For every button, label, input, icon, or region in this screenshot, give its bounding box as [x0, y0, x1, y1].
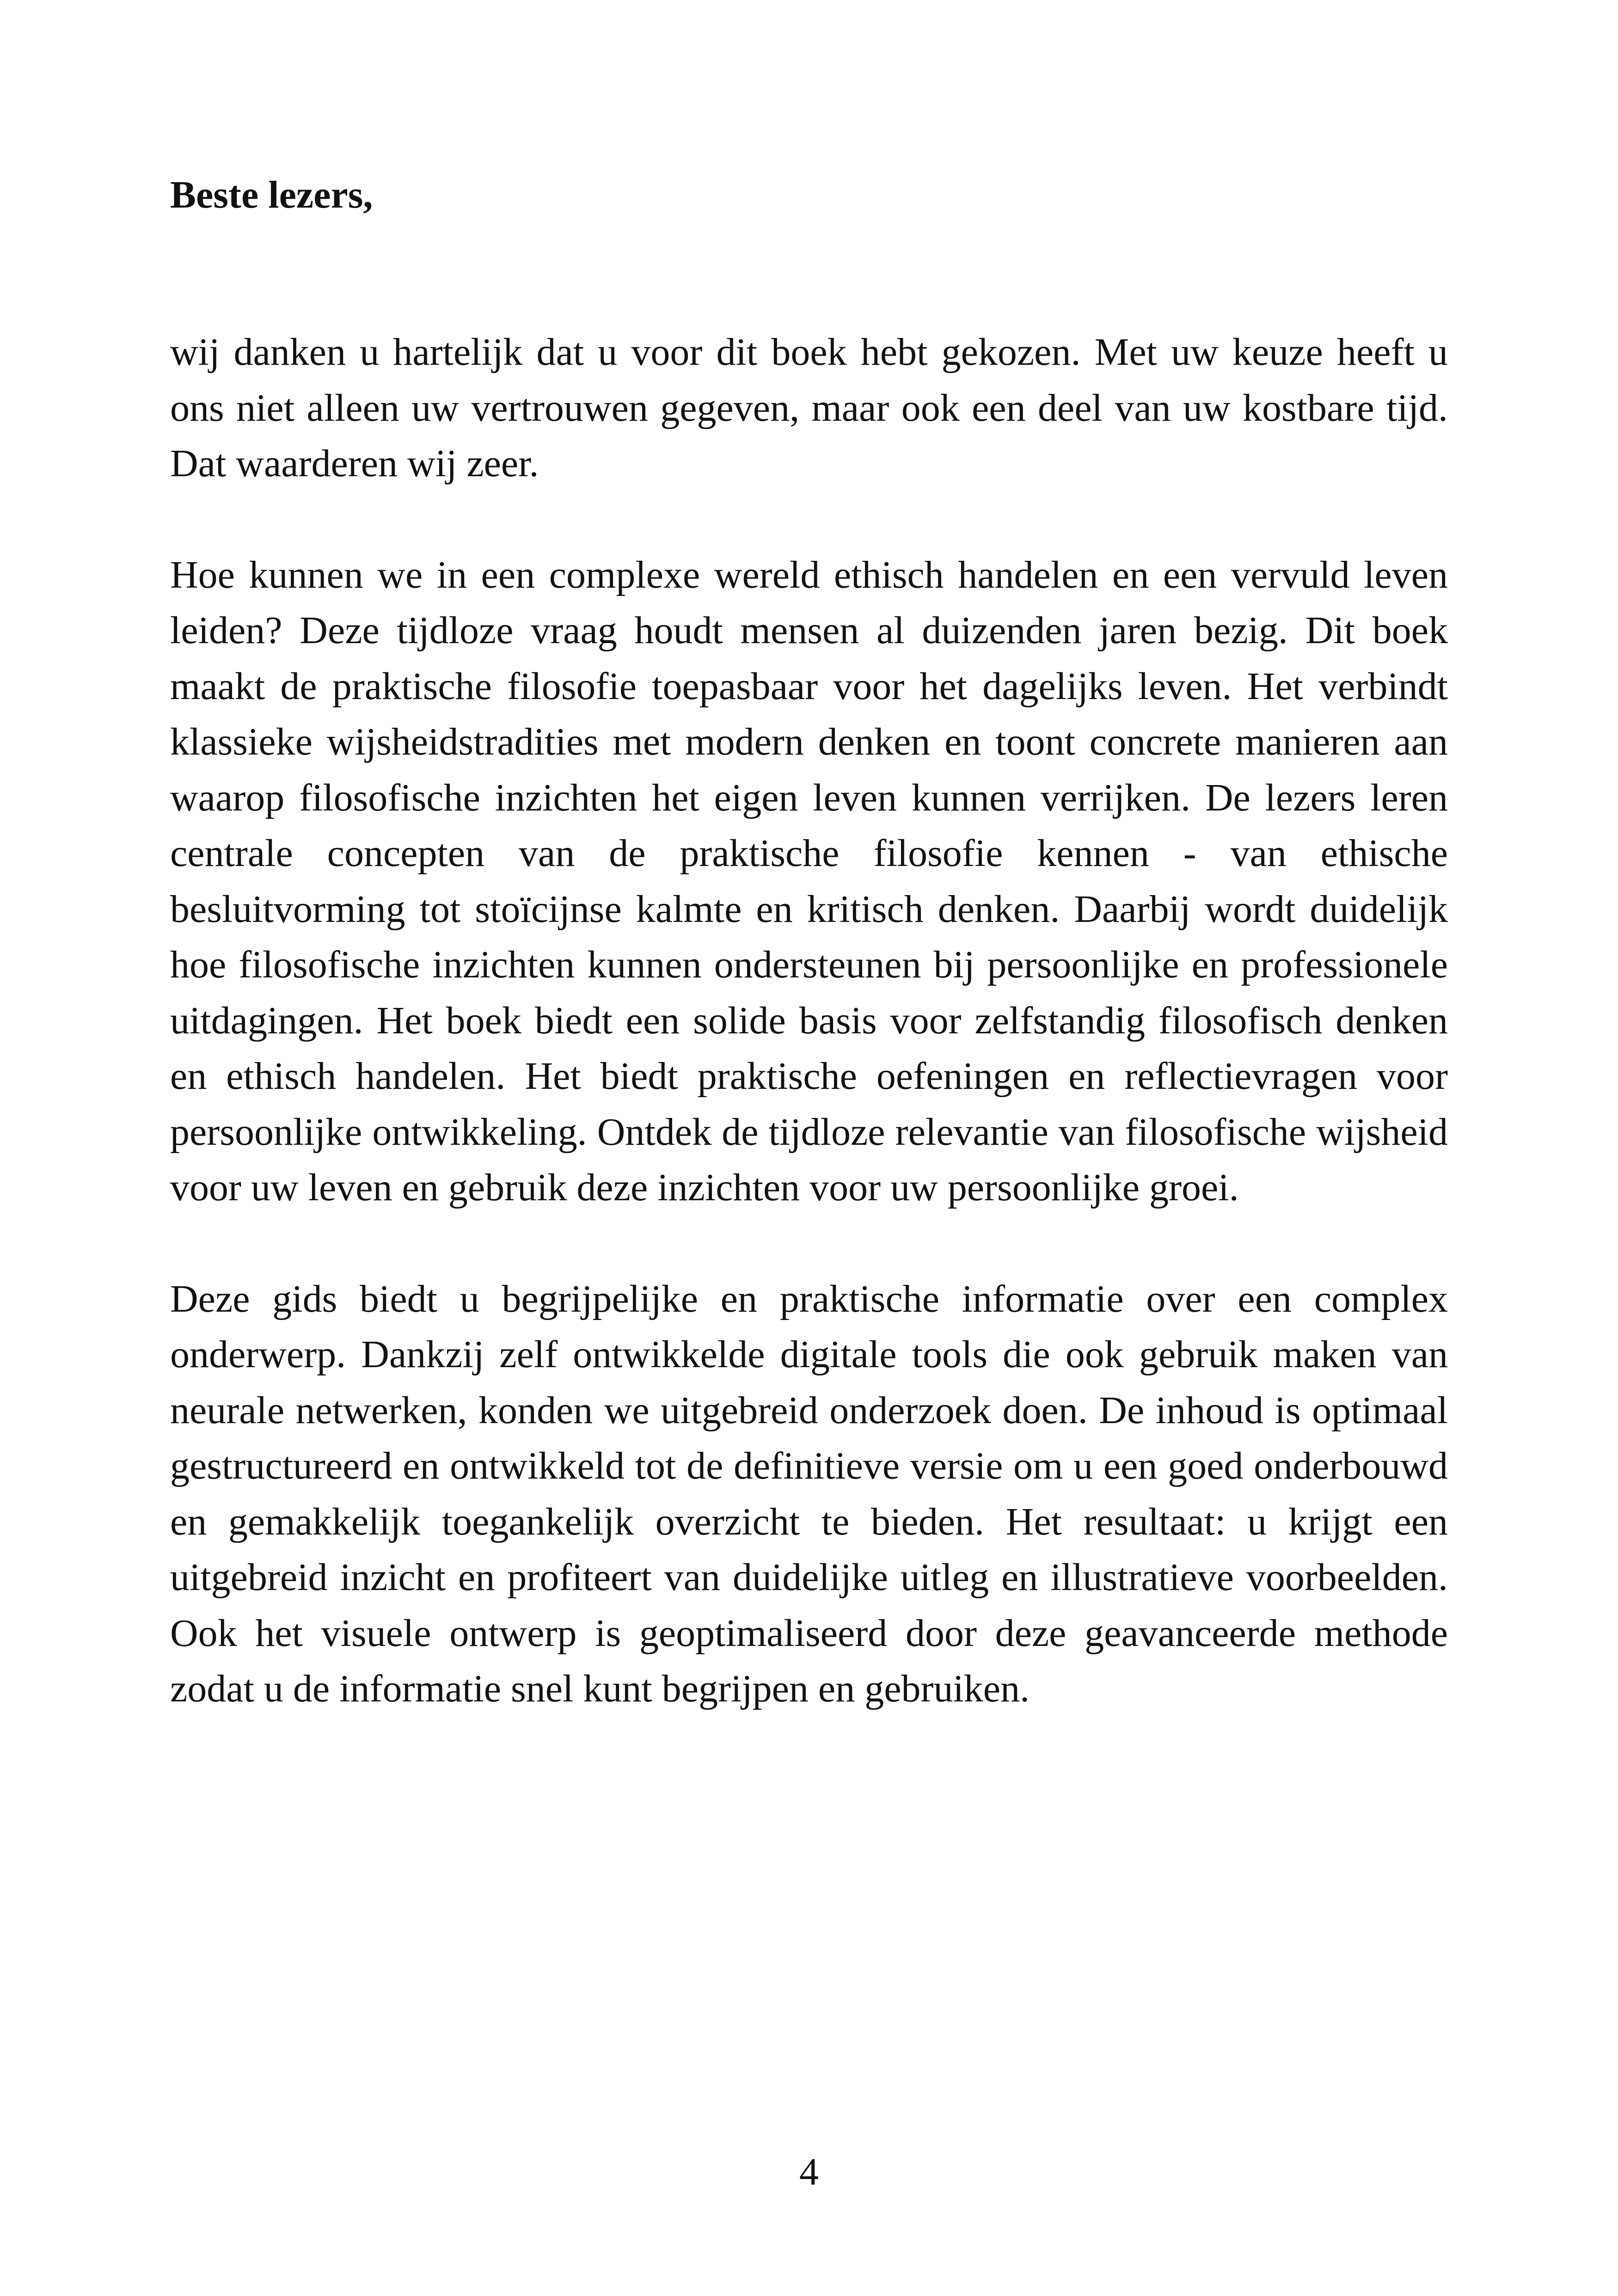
paragraph-thanks: wij danken u hartelijk dat u voor dit boek hebt gekozen. Met uw keuze heeft u ons niet alleen uw vertrouwen gegeven, maar ook een deel van uw kostbare tijd. Dat waarderen wij zeer. — [170, 331, 1448, 485]
paragraph-guide-info: Deze gids biedt u begrijpelijke en praktische informatie over een complex onderwerp. Dankzij zelf ontwikkelde digitale tools die ook gebruik maken van neurale netwerken, konden we uitgebreid onderzoek doen. De inhoud is optimaal gestructureerd en ontwikkeld tot de definitieve versie om u een goed onderbouwd en gemakkelijk toegankelijk overzicht te bieden. Het resultaat: u krijgt een uitgebreid inzicht en profiteert van duidelijke uitleg en illustratieve voorbeelden. Ook het visuele ontwerp is geoptimaliseerd door deze geavanceerde methode zodat u de informatie snel kunt begrijpen en gebruiken. — [170, 1277, 1448, 1710]
letter-salutation: Beste lezers, — [170, 173, 373, 216]
paragraph-book-description: Hoe kunnen we in een complexe wereld ethisch handelen en een vervuld leven leiden? Deze tijdloze vraag houdt mensen al duizenden jaren bezig. Dit boek maakt de praktische filosofie toepasbaar voor het dagelijks leven. Het verbindt klassieke wijsheidstradities met modern denken en toont concrete manieren aan waarop filosofische inzichten het eigen leven kunnen verrijken. De lezers leren centrale concepten van de praktische filosofie kennen - van ethische besluitvorming tot stoïcijnse kalmte en kritisch denken. Daarbij wordt duidelijk hoe filosofische inzichten kunnen ondersteunen bij persoonlijke en professionele uitdagingen. Het boek biedt een solide basis voor zelfstandig filosofisch denken en ethisch handelen. Het biedt praktische oefeningen en reflectievragen voor persoonlijke ontwikkeling. Ontdek de tijdloze relevantie van filosofische wijsheid voor uw leven en gebruik deze inzichten voor uw persoonlijke groei. — [170, 553, 1448, 1209]
page-number: 4 — [799, 2150, 819, 2193]
body-text — [170, 325, 1448, 1773]
